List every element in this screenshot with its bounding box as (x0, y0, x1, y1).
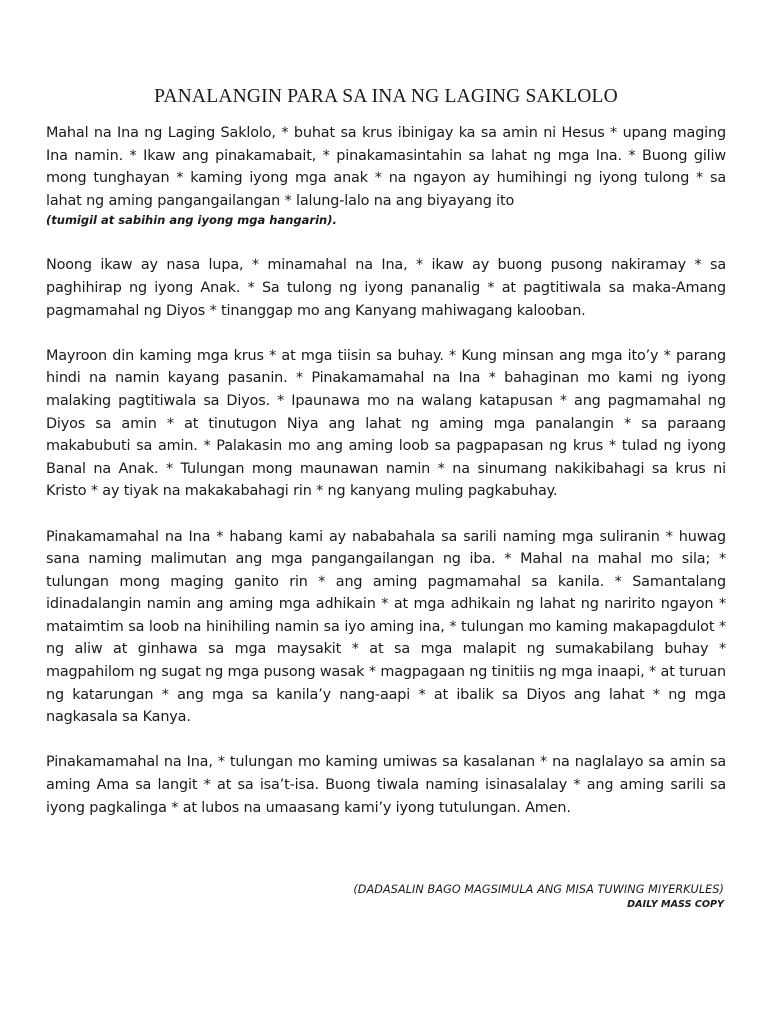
paragraph-1: Mahal na Ina ng Laging Saklolo, * buhat sa krus ibinigay ka sa amin ni Hesus * upang maging Ina namin. * Ikaw ang pinakamabait, * pinakamasintahin sa lahat ng mga Ina. * Buong giliw mong tunghayan * kaming iyong mga anak * na ngayon ay humihingi ng iyong tulong * sa lahat ng aming pangangailangan * lalung-lalo na ang biyayang ito (46, 125, 726, 209)
footer-copy-label: DAILY MASS COPY (627, 899, 724, 910)
instruction-note: (tumigil at sabihin ang iyong mga hangarin). (46, 213, 337, 228)
paragraph-3: Mayroon din kaming mga krus * at mga tiisin sa buhay. * Kung minsan ang mga ito’y * parang hindi na namin kayang pasanin. * Pinakamamahal na Ina * bahaginan mo kami ng iyong malaking pagtitiwala sa Diyos. * Ipaunawa mo na walang katapusan * ang pagmamahal ng Diyos sa amin * at tinutugon Niya ang lahat ng aming mga panalangin * sa paraang makabubuti sa amin. * Palakasin mo ang aming loob sa pagpapasan ng krus * tulad ng iyong Banal na Anak. * Tulungan mong maunawan namin * na sinumang nakikibahagi sa krus ni Kristo * ay tiyak na makakabahagi rin * ng kanyang muling pagkabuhay. (46, 347, 726, 500)
paragraph-4: Pinakamamahal na Ina * habang kami ay nababahala sa sarili naming mga suliranin * huwag sana naming malimutan ang mga pangangailangan ng iba. * Mahal na mahal mo sila; * tulungan mong maging ganito rin * ang aming pagmamahal sa kanila. * Samantalang idinadalangin namin ang aming mga adhikain * at mga adhikain ng lahat ng naririto ngayon * mataimtim sa loob na hinihiling namin sa iyo aming ina, * tulungan mo kaming makapagdulot * ng aliw at ginhawa sa mga maysakit * at sa mga malapit ng sumakabilang buhay * magpahilom ng sugat ng mga pusong wasak * magpagaan ng tinitiis ng mga inaapi, * at turuan ng katarungan * ang mga sa kanila’y nang-aapi * at ibalik sa Diyos ang lahat * ng mga nagkasala sa Kanya. (46, 528, 726, 726)
document-title: PANALANGIN PARA SA INA NG LAGING SAKLOLO (154, 86, 618, 107)
paragraph-5: Pinakamamahal na Ina, * tulungan mo kaming umiwas sa kasalanan * na naglalayo sa amin sa aming Ama sa langit * at sa isa’t-isa. Buong tiwala naming isinasalalay * ang aming sarili sa iyong pagkalinga * at lubos na umaasang kami’y iyong tutulungan. Amen. (46, 754, 726, 816)
paragraph-2: Noong ikaw ay nasa lupa, * minamahal na Ina, * ikaw ay buong pusong nakiramay * sa paghihirap ng iyong Anak. * Sa tulong ng iyong pananalig * at pagtitiwala sa maka-Amang pagmamahal ng Diyos * tinanggap mo ang Kanyang mahiwagang kalooban. (46, 257, 726, 319)
footer-instruction: (DADASALIN BAGO MAGSIMULA ANG MISA TUWING MIYERKULES) (353, 883, 724, 896)
prayer-document (46, 84, 726, 842)
document-footer (353, 882, 724, 912)
